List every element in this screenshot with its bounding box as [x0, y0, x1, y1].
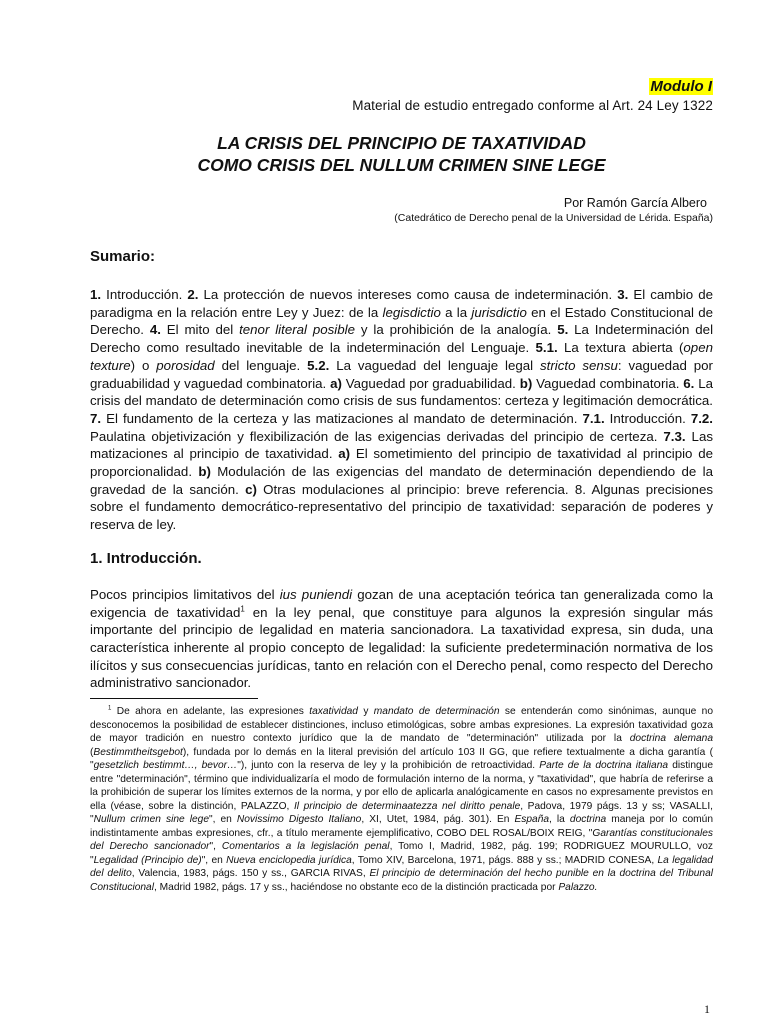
text-run: 5.1. [535, 340, 558, 356]
module-label: Modulo I [650, 78, 712, 95]
text-run: Paulatina objetivización y flexibilización de las exigencias derivadas del principio de certeza. [90, 428, 664, 444]
footnote-ref: 1 [240, 604, 245, 614]
text-run: ) o [130, 357, 157, 373]
text-run: gesetzlich bestimmt…, bevor… [93, 760, 238, 772]
text-run: a) [338, 446, 351, 462]
text-run: ius puniendi [279, 586, 353, 602]
text-run: Introducción. [101, 287, 188, 302]
text-run: 5. [557, 322, 569, 338]
text-run: porosidad [156, 357, 215, 373]
text-run: El fundamento de la certeza y las matizaciones al mandato de determinación. [101, 410, 583, 426]
module-label-row [90, 78, 713, 100]
document-title [90, 132, 713, 176]
text-run: 1. [90, 287, 102, 302]
text-run: De ahora en adelante, las expresiones [111, 706, 310, 718]
text-run: distingue entre "determinación", término que individualizaría el modo de formulación interno de la norma, y "taxatividad", que habría de referirse a la prohibición de superar los límites externos de la norma, y por ello de aplicarla analógicamente en casos no expresamente previstos en ella (véase, sobre la distinción, PALAZZO, [90, 760, 713, 812]
text-run: La legalidad del delito [90, 854, 713, 880]
text-run: ", en [201, 854, 227, 866]
text-run: El mito del [160, 322, 240, 338]
text-run: Otras modulaciones al principio: breve referencia. 8. Algunas precisiones sobre el fundamento democrático-representativo del principio de taxatividad: separación de poderes y reserva de ley. [90, 481, 713, 533]
text-run: El cambio de paradigma en la relación entre Ley y Juez: de la [90, 287, 713, 320]
text-run: b) [198, 464, 211, 480]
text-run: España [514, 814, 550, 826]
title-line-2: COMO CRISIS DEL NULLUM CRIMEN SINE LEGE [197, 155, 606, 175]
text-run: 4. [149, 322, 161, 338]
text-run: , Valencia, 1983, págs. 150 y ss., GARCIA RIVAS, [131, 868, 370, 880]
author-name: Por Ramón García Albero [563, 196, 707, 210]
text-run: tenor literal posible [239, 322, 356, 338]
text-run: El principio de determinación del hecho punible en la doctrina del Tribunal Constitucional [90, 868, 714, 893]
text-run: , XI, Utet, 1984, pág. 301). En [361, 814, 515, 826]
text-run: b) [519, 375, 533, 391]
footnote-ref: 1 [108, 705, 112, 712]
text-run: mandato de determinación [373, 706, 500, 718]
summary-heading: Sumario: [90, 248, 156, 265]
page-number: 1 [704, 1002, 710, 1016]
text-run: La Indeterminación del Derecho como resultado inevitable de la indeterminación del Lenguaje. [90, 322, 714, 356]
text-run: gozan de una aceptación teórica tan generalizada como la exigencia de taxatividad [90, 586, 713, 620]
text-run: en el Estado Constitucional de Derecho. [90, 304, 714, 338]
text-run: La crisis del mandato de determinación como crisis de sus fundamentos: certeza y legitimación democrática. [90, 375, 713, 409]
text-run: taxatividad [309, 706, 358, 718]
text-run: a la [440, 304, 472, 320]
text-run: del lenguaje. [214, 357, 308, 373]
text-run: Nueva enciclopedia jurídica [226, 854, 352, 866]
text-run: Novissimo Digesto Italiano [236, 814, 362, 826]
text-run: 6. [683, 375, 695, 391]
text-run: Garantías constitucionales del Derecho sancionador [90, 827, 713, 853]
text-run: stricto sensu [540, 357, 618, 373]
text-run: Vaguedad combinatoria. [532, 375, 684, 391]
text-run: en la ley penal, que constituye para algunos la expresión singular más importante del principio de legalidad en materia sancionadora. La taxatividad expresa, sin duda, una característica inherente al propio concepto de legalidad: la suficiente predeterminación normativa de los ilícitos y sus consecuencias jurídicas, tanto en relación con el Derecho penal, como respecto del Derecho administrativo sancionador. [90, 604, 713, 691]
text-run: Bestimmtheitsgebot [93, 746, 183, 758]
text-run: 7.3. [663, 428, 686, 444]
text-run: ", [209, 841, 222, 853]
text-run: Modulación de las exigencias del mandato de determinación dependiendo de la gravedad de la sanción. [90, 464, 713, 497]
text-run: se entenderán como sinónimas, aunque no desconocemos la posibilidad de establecer distinciones, incluso etimológicas, sobre ambas expresiones. La expresión taxatividad goza de mayor tradición en nuestro contexto jurídico que la de mandato de "determinación" utilizada por la [90, 706, 713, 745]
text-run: , Tomo XIV, Barcelona, 1971, págs. 888 y ss.; MADRID CONESA, [351, 854, 658, 866]
text-run: 5.2. [307, 357, 330, 373]
document-page [90, 78, 713, 894]
text-run: y [357, 706, 374, 718]
text-run: 2. [187, 287, 199, 302]
text-run: legisdictio [382, 304, 441, 320]
text-run: "), junto con la reserva de ley y la prohibición de retroactividad. [237, 760, 540, 772]
text-run: La protección de nuevos intereses como causa de indeterminación. [198, 287, 618, 302]
text-run: Legalidad (Principio de) [93, 854, 202, 866]
text-run: : vaguedad por graduabilidad y vaguedad combinatoria. [90, 357, 713, 391]
text-run: Palazzo. [558, 881, 598, 893]
text-run: open texture [90, 340, 713, 373]
text-run: , Padova, 1979 págs. 13 y ss; VASALLI, " [90, 800, 713, 826]
summary-paragraph [90, 286, 713, 534]
text-run: , Tomo I, Madrid, 1982, pág. 199; RODRIGUEZ MOURULLO, voz " [90, 841, 714, 866]
text-run: a) [330, 375, 342, 391]
footnote-1 [90, 705, 713, 894]
text-run: Parte de la doctrina italiana [539, 760, 669, 772]
title-line-1: LA CRISIS DEL PRINCIPIO DE TAXATIVIDAD [217, 133, 586, 153]
text-run: 7. [90, 410, 102, 426]
text-run: jurisdictio [471, 304, 527, 320]
text-run: c) [245, 481, 257, 497]
text-run: Las matizaciones al principio de taxatividad. [90, 428, 713, 462]
text-run: 3. [617, 287, 629, 302]
text-run: Il principio de determinaatezza nel diritto penale [293, 800, 521, 812]
text-run: Introducción. [604, 410, 691, 426]
text-run: , Madrid 1982, págs. 17 y ss., haciéndose no obstante eco de la distinción practicada por [154, 881, 559, 893]
text-run: y la prohibición de la analogía. [355, 322, 558, 338]
text-run: Nullum crimen sine lege [93, 814, 209, 826]
text-run: El sometimiento del principio de taxatividad al principio de proporcionalidad. [90, 446, 713, 480]
material-note: Material de estudio entregado conforme al Art. 24 Ley 1322 [352, 98, 713, 113]
text-run: ), fundada por lo demás en la literal previsión del artículo 103 II GG, que refiere textualmente a dicha garantía ( " [90, 746, 713, 772]
text-run: Comentarios a la legislación penal [221, 841, 390, 853]
footnote-separator [90, 698, 258, 699]
text-run: doctrina [569, 814, 607, 826]
text-run: doctrina alemana [629, 733, 713, 745]
author-affiliation: (Catedrático de Derecho penal de la Universidad de Lérida. España) [394, 212, 713, 224]
intro-paragraph [90, 586, 713, 692]
text-run: La vaguedad del lenguaje legal [329, 357, 541, 373]
text-run: Pocos principios limitativos del [90, 586, 280, 602]
text-run: Vaguedad por graduabilidad. [341, 375, 520, 391]
text-run: , la [549, 814, 570, 826]
text-run: ( [90, 746, 94, 758]
text-run: ", en [208, 814, 237, 826]
text-run: La textura abierta ( [557, 340, 684, 356]
text-run: 7.1. [582, 410, 605, 426]
text-run: 7.2. [690, 410, 713, 426]
text-run: maneja por lo común indistintamente ambas expresiones, cfr., a título meramente ejemplificativo, COBO DEL ROSAL/BOIX REIG, " [90, 814, 713, 839]
section-heading-introduction: 1. Introducción. [90, 549, 202, 567]
